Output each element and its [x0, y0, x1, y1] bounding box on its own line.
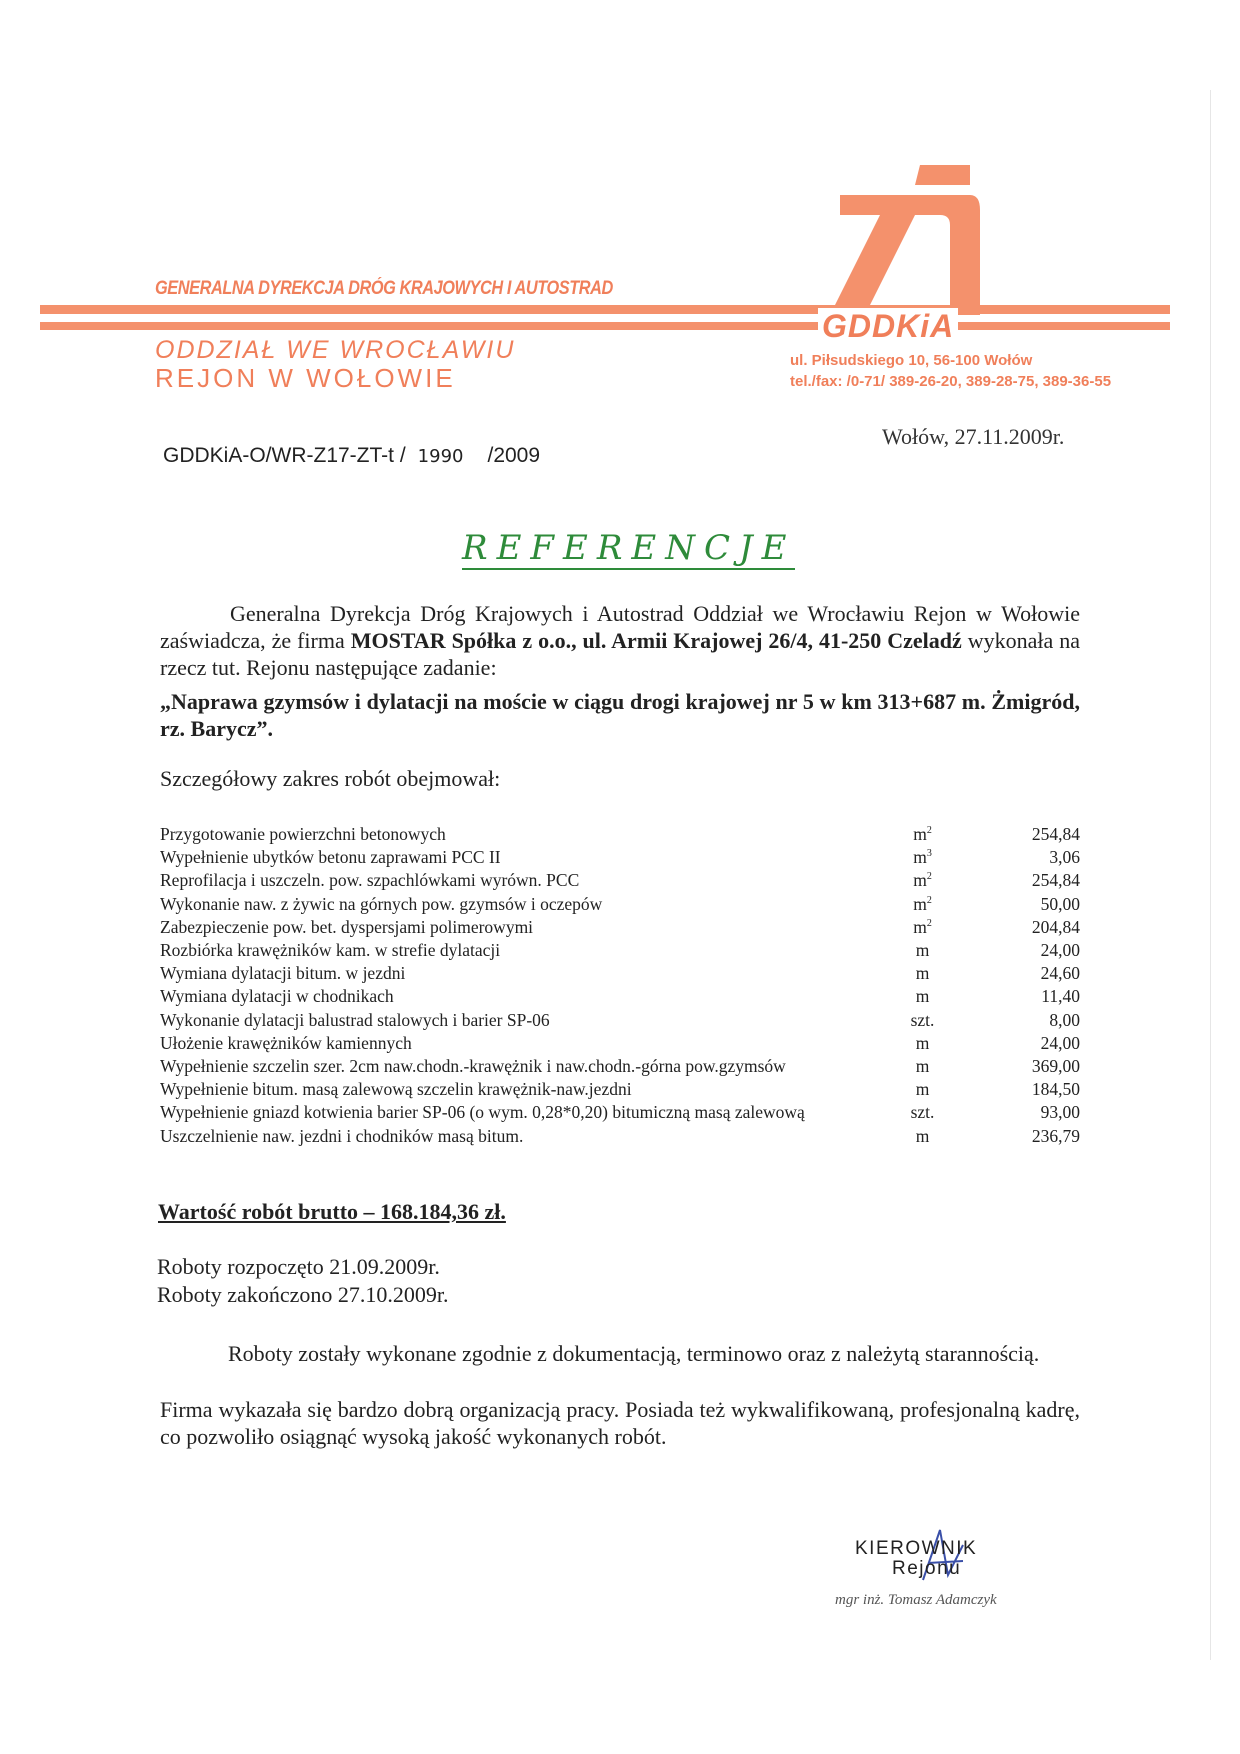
total-value: Wartość robót brutto – 168.184,36 zł. — [158, 1199, 506, 1224]
place-date: Wołów, 27.11.2009r. — [882, 424, 1065, 449]
work-name: Wymiana dylatacji bitum. w jezdni — [160, 963, 406, 984]
work-quantity: 184,50 — [1031, 1079, 1080, 1100]
work-unit-base: m — [915, 1079, 930, 1100]
address: ul. Piłsudskiego 10, 56-100 Wołów — [790, 352, 1033, 369]
work-unit — [880, 985, 965, 1008]
work-quantity: 11,40 — [1041, 986, 1080, 1007]
table-row — [160, 985, 1080, 1008]
task-description: „Naprawa gzymsów i dylatacji na moście w ciągu drogi krajowej nr 5 w km 313+687 m. Żmigród, rz. Barycz”. — [160, 689, 1080, 741]
work-name: Przygotowanie powierzchni betonowych — [160, 824, 446, 844]
work-name: Wymiana dylatacji w chodnikach — [160, 986, 394, 1007]
work-name: Reprofilacja i uszczeln. pow. szpachlówkami wyrówn. PCC — [160, 870, 580, 891]
work-name: Wykonanie dylatacji balustrad stalowych i barier SP-06 — [160, 1009, 550, 1030]
work-quantity: 369,00 — [1031, 1056, 1080, 1077]
table-row — [160, 962, 1080, 985]
district-name: REJON W WOŁOWIE — [155, 363, 456, 393]
closing-paragraph-2: Firma wykazała się bardzo dobrą organizacją pracy. Posiada też wykwalifikowaną, profesjonalną kadrę, co pozwoliło osiągnąć wysoką jakość wykonanych robót. — [160, 1397, 1080, 1449]
work-unit — [880, 1032, 965, 1055]
work-unit-base: m — [915, 1032, 930, 1053]
table-row — [160, 869, 1080, 892]
work-quantity: 24,00 — [1040, 940, 1080, 961]
table-row — [160, 823, 1080, 846]
intro-text-1: Generalna Dyrekcja Dróg Krajowych i Autostrad Oddział we Wrocławiu Rejon w Wołowie zaświadcza, że firma — [160, 601, 1080, 653]
company-name: MOSTAR Spółka z o.o., ul. Armii Krajowej 26/4, 41-250 Czeladź — [350, 628, 962, 653]
table-row — [160, 1032, 1080, 1055]
work-unit — [880, 893, 965, 916]
work-quantity: 3,06 — [1049, 847, 1080, 868]
document-title: REFERENCJE — [462, 528, 796, 568]
work-unit — [880, 1009, 965, 1032]
work-unit — [880, 939, 965, 962]
work-unit — [880, 1055, 965, 1078]
work-unit-base: m — [915, 986, 930, 1007]
work-name: Wypełnienie ubytków betonu zaprawami PCC II — [160, 847, 501, 868]
work-unit-base: m — [915, 1056, 930, 1077]
table-row — [160, 846, 1080, 869]
work-unit — [880, 1101, 965, 1124]
scope-heading: Szczegółowy zakres robót obejmował: — [160, 766, 501, 791]
signatory-name: mgr inż. Tomasz Adamczyk — [835, 1592, 997, 1608]
work-unit — [880, 869, 965, 892]
intro-paragraph — [160, 600, 1080, 681]
work-quantity: 24,00 — [1040, 1032, 1080, 1053]
work-name: Rozbiórka krawężników kam. w strefie dylatacji — [160, 940, 501, 961]
table-row — [160, 1078, 1080, 1101]
table-row — [160, 1125, 1080, 1148]
reference-number — [163, 444, 540, 468]
table-row — [160, 1101, 1080, 1124]
work-quantity: 93,00 — [1040, 1102, 1080, 1123]
work-unit — [880, 823, 965, 846]
table-row — [160, 1009, 1080, 1032]
scan-edge-line — [1210, 90, 1211, 1660]
work-unit — [880, 1078, 965, 1101]
stamp-subtitle: Rejonu — [892, 1558, 962, 1579]
work-unit — [880, 1125, 965, 1148]
header-stripe-bottom — [40, 322, 1170, 330]
branch-name: ODDZIAŁ WE WROCŁAWIU — [155, 336, 516, 364]
logo-text: GDDKiA — [818, 308, 958, 345]
work-name: Wypełnienie gniazd kotwienia barier SP-06 (o wym. 0,28*0,20) bitumiczną masą zalewową — [160, 1102, 805, 1123]
phone: tel./fax: /0-71/ 389-26-20, 389-28-75, 389-36-55 — [790, 373, 1112, 390]
work-unit-base: szt. — [910, 1009, 935, 1030]
work-unit-exponent: 2 — [926, 894, 932, 906]
work-unit-base: m — [913, 824, 927, 844]
work-quantity: 204,84 — [1031, 916, 1080, 937]
work-name: Wypełnienie szczelin szer. 2cm naw.chodn.-krawężnik i naw.chodn.-górna pow.gzymsów — [160, 1056, 786, 1077]
reference-suffix: /2009 — [487, 444, 541, 467]
work-unit-base: m — [913, 916, 927, 937]
work-name: Zabezpieczenie pow. bet. dyspersjami polimerowymi — [160, 916, 534, 937]
work-name: Ułożenie krawężników kamiennych — [160, 1032, 412, 1053]
work-name: Wypełnienie bitum. masą zalewową szczelin krawężnik-naw.jezdni — [160, 1079, 632, 1100]
work-name: Wykonanie naw. z żywic na górnych pow. gzymsów i oczepów — [160, 893, 603, 914]
table-row — [160, 916, 1080, 939]
work-quantity: 254,84 — [1031, 870, 1080, 891]
work-unit-exponent: 2 — [926, 825, 932, 837]
work-unit-base: m — [915, 963, 930, 984]
works-table — [160, 823, 1080, 1148]
work-quantity: 24,60 — [1040, 963, 1080, 984]
work-quantity: 254,84 — [1031, 824, 1080, 844]
table-row — [160, 1055, 1080, 1078]
work-unit — [880, 916, 965, 939]
reference-prefix: GDDKiA-O/WR-Z17-ZT-t / — [163, 444, 406, 467]
table-row — [160, 893, 1080, 916]
work-unit-exponent: 2 — [926, 871, 932, 883]
gddkia-logo-icon — [820, 165, 980, 315]
intro-text-2: wykonała na rzecz tut. Rejonu następujące zadanie: — [160, 628, 1081, 680]
work-name: Uszczelnienie naw. jezdni i chodników masą bitum. — [160, 1125, 524, 1146]
work-unit-base: m — [915, 1125, 930, 1146]
stamp-title: KIEROWNIK — [855, 1538, 978, 1559]
work-unit — [880, 962, 965, 985]
work-unit-exponent: 3 — [926, 848, 932, 860]
closing-paragraph-1: Roboty zostały wykonane zgodnie z dokumentacją, terminowo oraz z należytą starannością. — [228, 1341, 1040, 1366]
reference-handwritten-number: 1990 — [417, 446, 464, 467]
work-unit-exponent: 2 — [926, 917, 932, 929]
work-unit-base: m — [913, 870, 927, 891]
work-unit-base: m — [915, 940, 930, 961]
work-unit-base: szt. — [910, 1102, 935, 1123]
work-quantity: 236,79 — [1031, 1125, 1080, 1146]
table-row — [160, 939, 1080, 962]
work-quantity: 8,00 — [1049, 1009, 1080, 1030]
organization-name: GENERALNA DYREKCJA DRÓG KRAJOWYCH I AUTOSTRAD — [155, 278, 613, 299]
work-unit-base: m — [913, 893, 927, 914]
start-date: Roboty rozpoczęto 21.09.2009r. — [157, 1254, 440, 1279]
header-stripe-top — [40, 305, 1170, 314]
work-unit — [880, 846, 965, 869]
work-quantity: 50,00 — [1040, 893, 1080, 914]
work-unit-base: m — [913, 847, 927, 868]
end-date: Roboty zakończono 27.10.2009r. — [157, 1282, 449, 1307]
